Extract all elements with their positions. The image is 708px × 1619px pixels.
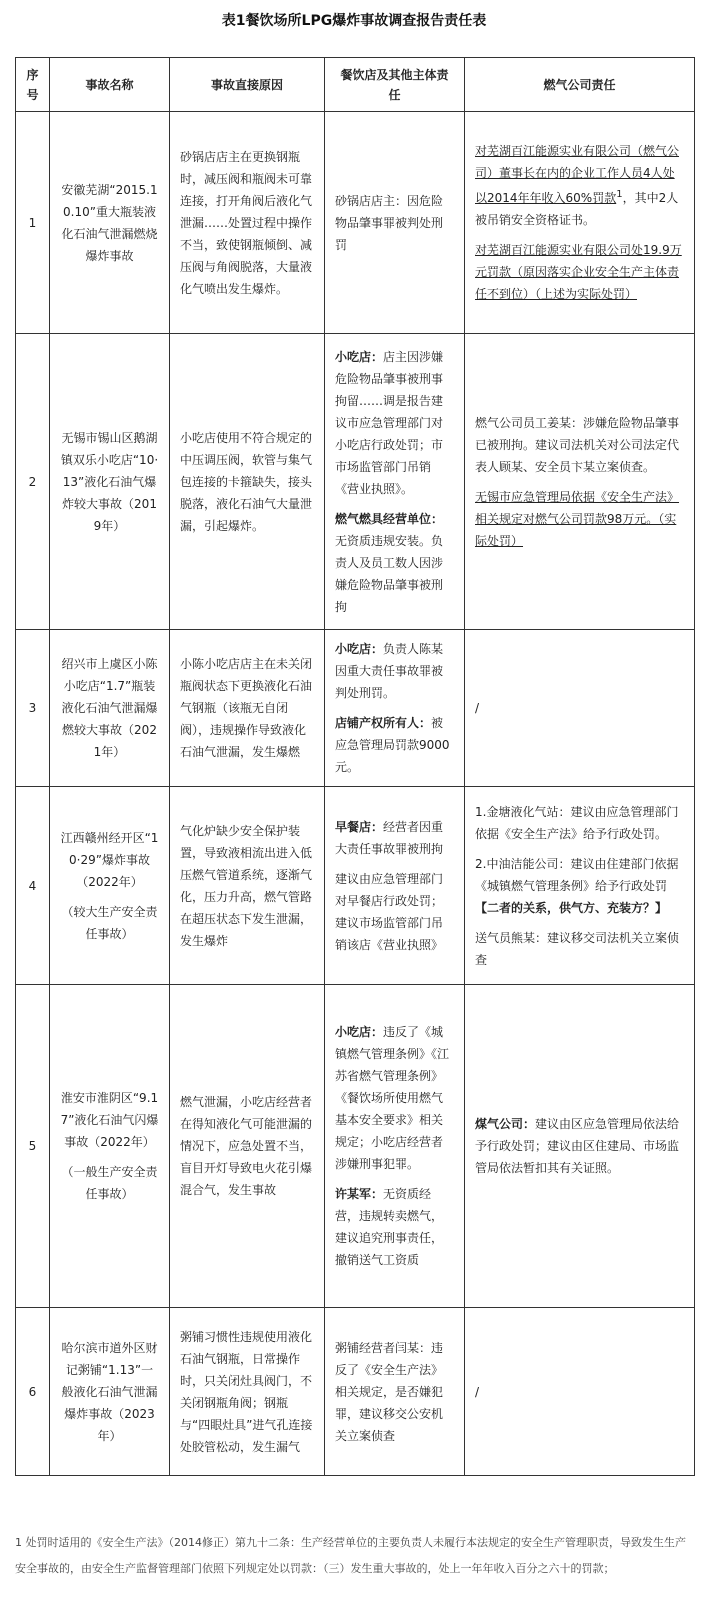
row-name: 绍兴市上虞区小陈小吃店“1.7”瓶装液化石油气泄漏爆燃较大事故（2021年） xyxy=(50,630,170,787)
footnote: 1 处罚时适用的《安全生产法》（2014修正）第九十二条：生产经营单位的主要负责人未履行本法规定的安全生产管理职责，导致发生生产安全事故的，由安全生产监督管理部门依照下列规定处以罚款：（三）发生重大事故的，处上一年年收入百分之六十的罚款； xyxy=(15,1536,686,1575)
row-name: 淮安市淮阴区“9.17”液化石油气闪爆事故（2022年） （一般生产安全责任事故） xyxy=(50,985,170,1308)
row-name: 无锡市锡山区鹅湖镇双乐小吃店“10·13”液化石油气爆炸较大事故（2019年） xyxy=(50,334,170,630)
gas-responsibility: 对芜湖百江能源实业有限公司（燃气公司）董事长在内的企业工作人员4人处以2014年年收入60%罚款$^1$，其中2人被吊销安全资格证书。 xyxy=(475,144,680,227)
row-no: 5 xyxy=(16,985,50,1308)
row-no: 2 xyxy=(16,334,50,630)
table-row xyxy=(16,334,695,630)
row-name: 江西赣州经开区“10·29”爆炸事故（2022年） （较大生产安全责任事故） xyxy=(50,787,170,985)
table-row xyxy=(16,985,695,1308)
row-gas: / xyxy=(465,630,695,787)
row-other: 砂锅店店主：因危险物品肇事罪被判处刑罚 xyxy=(325,112,465,334)
row-name: 哈尔滨市道外区财记粥铺“1.13”一般液化石油气泄漏爆炸事故（2023年） xyxy=(50,1308,170,1476)
row-gas: / xyxy=(465,1308,695,1476)
row-cause: 粥铺习惯性违规使用液化石油气钢瓶，日常操作时，只关闭灶具阀门，不关闭钢瓶角阀；钢瓶与“四眼灶具”进气孔连接处胶管松动，发生漏气 xyxy=(170,1308,325,1476)
header-no: 序号 xyxy=(16,58,50,112)
row-no: 1 xyxy=(16,112,50,334)
row-no: 4 xyxy=(16,787,50,985)
gas-responsibility: 无锡市应急管理局依据《安全生产法》相关规定对燃气公司罚款98万元。（实际处罚） xyxy=(475,489,680,548)
gas-responsibility: 燃气公司员工姜某：涉嫌危险物品肇事已被刑拘。建议司法机关对公司法定代表人顾某、安全员卞某立案侦查。 xyxy=(475,415,680,474)
responsibility-table xyxy=(15,57,695,1476)
row-other: 小吃店：店主因涉嫌危险物品肇事被刑事拘留……调是报告建议市应急管理部门对小吃店行政处罚；市市场监管部门吊销《营业执照》。 燃气燃具经营单位：无资质违规安装。负责人及员工数人因涉嫌危险物品肇事被刑拘 xyxy=(325,334,465,630)
header-name: 事故名称 xyxy=(50,58,170,112)
row-cause: 砂锅店店主在更换钢瓶时，减压阀和瓶阀未可靠连接，打开角阀后液化气泄漏……处置过程中操作不当，致使钢瓶倾倒、减压阀与角阀脱落，大量液化气喷出发生爆炸。 xyxy=(170,112,325,334)
row-name: 安徽芜湖“2015.10.10”重大瓶装液化石油气泄漏燃烧爆炸事故 xyxy=(50,112,170,334)
table-row xyxy=(16,1308,695,1476)
row-cause: 小吃店使用不符合规定的中压调压阀，软管与集气包连接的卡箍缺失，接头脱落，液化石油气大量泄漏，引起爆炸。 xyxy=(170,334,325,630)
row-gas: 煤气公司：建议由区应急管理局依法给予行政处罚；建议由区住建局、市场监管局依法暂扣其有关证照。 xyxy=(465,985,695,1308)
table-row xyxy=(16,630,695,787)
row-other: 粥铺经营者闫某：违反了《安全生产法》相关规定，是否嫌犯罪，建议移交公安机关立案侦查 xyxy=(325,1308,465,1476)
row-cause: 小陈小吃店店主在未关闭瓶阀状态下更换液化石油气钢瓶（该瓶无自闭阀），违规操作导致液化石油气泄漏，发生爆燃 xyxy=(170,630,325,787)
header-gas: 燃气公司责任 xyxy=(465,58,695,112)
table-row xyxy=(16,112,695,334)
row-no: 6 xyxy=(16,1308,50,1476)
header-cause: 事故直接原因 xyxy=(170,58,325,112)
row-cause: 燃气泄漏，小吃店经营者在得知液化气可能泄漏的情况下，应急处置不当，盲目开灯导致电火花引爆混合气，发生事故 xyxy=(170,985,325,1308)
row-gas: 1.金塘液化气站：建议由应急管理部门依据《安全生产法》给予行政处罚。 2.中油洁能公司：建议由住建部门依据《城镇燃气管理条例》给予行政处罚【二者的关系，供气方、充装方？】 送气员熊某：建议移交司法机关立案侦查 xyxy=(465,787,695,985)
row-other: 小吃店：违反了《城镇燃气管理条例》《江苏省燃气管理条例》《餐饮场所使用燃气基本安全要求》相关规定；小吃店经营者涉嫌刑事犯罪。 许某军：无资质经营，违规转卖燃气，建议追究刑事责任，撤销送气工资质 xyxy=(325,985,465,1308)
header-other: 餐饮店及其他主体责任 xyxy=(325,58,465,112)
row-gas xyxy=(465,112,695,334)
table-row xyxy=(16,787,695,985)
row-other: 小吃店：负责人陈某因重大责任事故罪被判处刑罚。 店铺产权所有人：被应急管理局罚款9000元。 xyxy=(325,630,465,787)
row-cause: 气化炉缺少安全保护装置，导致液相流出进入低压燃气管道系统，逐渐气化，压力升高，燃气管路在超压状态下发生泄漏，发生爆炸 xyxy=(170,787,325,985)
row-other: 早餐店：经营者因重大责任事故罪被刑拘 建议由应急管理部门对早餐店行政处罚；建议市场监管部门吊销该店《营业执照》 xyxy=(325,787,465,985)
table-title: 表1餐饮场所LPG爆炸事故调查报告责任表 xyxy=(221,13,487,29)
row-gas xyxy=(465,334,695,630)
row-no: 3 xyxy=(16,630,50,787)
gas-responsibility: 对芜湖百江能源实业有限公司处19.9万元罚款（原因落实企业安全生产主体责任不到位）（上述为实际处罚） xyxy=(475,243,682,301)
header-row xyxy=(16,58,695,112)
